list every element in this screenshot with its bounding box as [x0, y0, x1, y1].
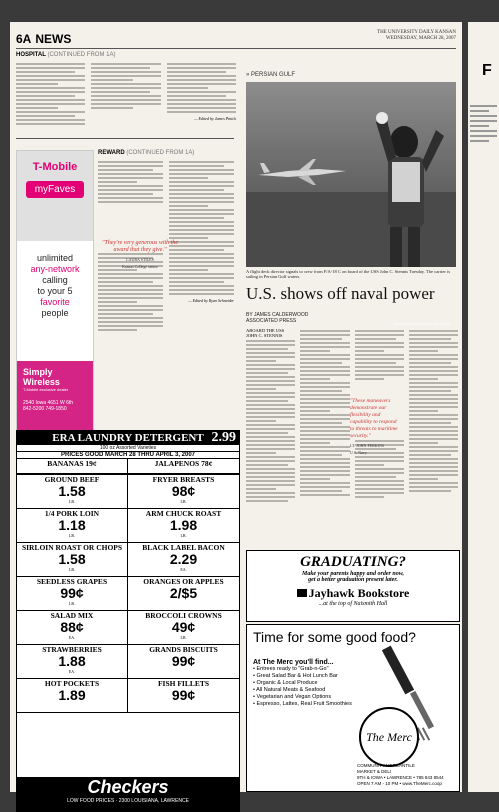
era-dates: PRICES GOOD MARCH 28 THRU APRIL 3, 2007 — [17, 452, 239, 459]
merc-list-item: • Espresso, Lattes, Real Fruit Smoothies — [253, 701, 459, 708]
item-name: STRAWBERRIES — [42, 645, 102, 654]
bookstore-location: ...at the top of Naismith Hall — [318, 601, 388, 607]
story-divider — [16, 138, 234, 139]
merc-list-item: • Great Salad Bar & Hot Lunch Bar — [253, 673, 459, 680]
hospital-credit: — Edited by James Pinick — [193, 116, 236, 121]
item-name: HOT POCKETS — [44, 679, 100, 688]
photo-caption: A flight deck director signals to crew from F/A-18 C on board of the USS John C. Stennis Tuesday. The carrier is sailing in Persian Gulf waters. — [246, 269, 450, 279]
merc-list-item: • All Natural Meats & Seafood — [253, 687, 459, 694]
item-price: 88¢ — [60, 619, 84, 635]
item-name: ARM CHUCK ROAST — [145, 509, 222, 518]
era-subtitle: 100 oz Assorted Varieties — [17, 445, 239, 452]
item-unit: LB. — [68, 567, 76, 572]
myfaves-logo: myFaves — [26, 181, 84, 198]
item-price: 1.98 — [169, 517, 198, 533]
main-headline: U.S. shows off naval power — [246, 284, 435, 303]
reward-label: REWARD — [98, 150, 125, 156]
reward-credit: — Edited by Ryan Schneider — [188, 298, 234, 303]
grad-headline: GRADUATING? — [300, 554, 406, 570]
item-name: GROUND BEEF — [44, 475, 100, 484]
era-item — [128, 679, 239, 713]
dealer-phone: 842-5200 749-1850 — [23, 406, 67, 412]
item-price: 99¢ — [60, 585, 84, 601]
item-price: 1.58 — [58, 551, 86, 567]
reward-continued: (CONTINUED FROM 1A) — [126, 150, 195, 156]
checkers-logo: Checkers — [87, 777, 169, 797]
item-unit: LB. — [68, 533, 76, 538]
checkers-footer: Checkers LOW FOOD PRICES · 2300 LOUISIANA, LAWRENCE — [17, 777, 239, 811]
item-unit: LB. — [68, 601, 76, 606]
merc-title: Time for some good food? — [253, 629, 416, 645]
running-head — [16, 30, 456, 46]
item-name: SIRLOIN ROAST OR CHOPS — [21, 543, 123, 552]
grad-sub2: get a better graduation present later. — [308, 577, 398, 583]
era-item — [17, 543, 128, 577]
bananas-price: BANANAS 19¢ — [47, 459, 97, 468]
merc-sub: At The Merc you'll find... — [253, 659, 334, 666]
jalapenos-price: JALAPENOS 78¢ — [154, 459, 213, 468]
hospital-label: HOSPITAL — [16, 52, 46, 58]
dateline: ABOARD THE USS JOHN C. STENNIS — [246, 328, 285, 338]
naval-pullquote: "These maneuvers demonstrate our flexibility and capability to respond to threats to maritime security." LT. JOHN PERKINS U.S. Navy — [350, 398, 398, 455]
date-line: WEDNESDAY, MARCH 28, 2007 — [385, 36, 456, 41]
item-unit: LB. — [68, 499, 76, 504]
era-item — [128, 543, 239, 577]
item-unit: EA. — [68, 635, 76, 640]
item-price: 49¢ — [171, 619, 196, 635]
adjacent-headline-glyph: F — [482, 62, 492, 79]
item-name: FISH FILLETS — [157, 679, 210, 688]
page-number: 6A — [16, 32, 32, 46]
merc-address: COMMUNITY MERCANTILE MARKET & DELI 9TH & IOWA • LAWRENCE • 785 843 8544 OPEN 7 AM - 10 PM • www.TheMerc.coop — [357, 763, 444, 786]
persian-gulf-flag: » PERSIAN GULF — [246, 72, 296, 78]
item-name: SALAD MIX — [50, 611, 94, 620]
item-unit: EA. — [68, 669, 76, 674]
ad-line: to your 5 — [37, 286, 73, 296]
tmobile-logo: T-Mobile — [32, 161, 78, 173]
item-name: BROCCOLI CROWNS — [145, 611, 222, 620]
era-item — [128, 577, 239, 611]
simply-wireless-block — [17, 361, 93, 431]
merc-logo: The Merc — [359, 707, 419, 767]
grad-sub1: Make your parents happy and order now, — [302, 571, 404, 577]
ad-line: people — [41, 308, 69, 318]
ad-line: calling — [42, 275, 68, 285]
header-rule — [16, 48, 456, 49]
item-name: ORANGES OR APPLES — [143, 577, 224, 586]
section-name: NEWS — [35, 32, 72, 46]
jet-shape — [258, 157, 348, 187]
byline: BY JAMES CALDERWOOD ASSOCIATED PRESS — [246, 312, 309, 324]
item-price: 1.89 — [58, 687, 86, 703]
ad-line: favorite — [40, 297, 70, 307]
item-price: 1.58 — [58, 483, 86, 499]
era-item — [17, 645, 128, 679]
merc-ad[interactable] — [246, 624, 460, 792]
photo-credit: Kamran Jebreili/ASSOCIATED PRESS — [394, 322, 450, 326]
era-item — [128, 611, 239, 645]
era-item — [17, 509, 128, 543]
hospital-continued: (CONTINUED FROM 1A) — [47, 52, 116, 58]
era-title-bar: ERA LAUNDRY DETERGENT 2.99 — [17, 431, 239, 445]
era-item — [17, 611, 128, 645]
bookstore-name: Jayhawk Bookstore — [247, 586, 459, 601]
ad-line: unlimited — [36, 253, 74, 263]
item-price: 2.29 — [169, 551, 198, 567]
era-item — [17, 679, 128, 713]
dealer-sub: T-Mobile exclusive dealer — [23, 387, 69, 392]
dealer-address: 2540 Iowa 4651 W 6th — [23, 400, 74, 406]
merc-list-item: • Vegetarian and Vegan Options — [253, 694, 459, 701]
paper-name: THE UNIVERSITY DAILY KANSAN — [377, 30, 456, 35]
dealer-name: Simply Wireless — [23, 367, 60, 387]
item-price: 98¢ — [171, 483, 196, 499]
era-item — [17, 577, 128, 611]
item-name: SEEDLESS GRAPES — [36, 577, 108, 586]
item-name: 1/4 PORK LOIN — [44, 509, 100, 518]
item-unit: LB. — [180, 533, 187, 538]
item-price: 2/$5 — [169, 585, 198, 601]
item-unit: LB. — [180, 499, 187, 504]
item-unit: LB. — [180, 635, 187, 640]
era-laundry-ad[interactable] — [16, 430, 240, 812]
merc-list-item: • Entrees ready to "Grab-n-Go" — [253, 666, 459, 673]
adjacent-page-strip — [468, 22, 499, 792]
tmobile-ad[interactable] — [16, 150, 94, 432]
merc-list-item: • Organic & Local Produce — [253, 680, 459, 687]
item-name: BLACK LABEL BACON — [142, 543, 225, 552]
item-price: 1.18 — [58, 517, 86, 533]
era-item — [128, 509, 239, 543]
item-price: 1.88 — [58, 653, 86, 669]
newspaper-page — [10, 22, 462, 804]
era-item — [17, 475, 128, 509]
reward-pullquote: "They're very generous with the award that they give." LAURA STILES Kansas College senior — [101, 240, 178, 269]
era-item — [128, 475, 239, 509]
adjacent-page-header — [468, 22, 499, 30]
item-unit: EA. — [180, 567, 187, 572]
graduating-ad[interactable] — [246, 550, 460, 622]
item-price: 99¢ — [171, 687, 196, 703]
item-price: 99¢ — [171, 653, 196, 669]
hospital-story — [16, 52, 236, 127]
flight-director-figure — [374, 102, 444, 267]
ad-line: any-network — [30, 264, 80, 274]
item-name: GRANDS BISCUITS — [149, 645, 218, 654]
item-name: FRYER BREASTS — [152, 475, 215, 484]
era-item — [128, 645, 239, 679]
